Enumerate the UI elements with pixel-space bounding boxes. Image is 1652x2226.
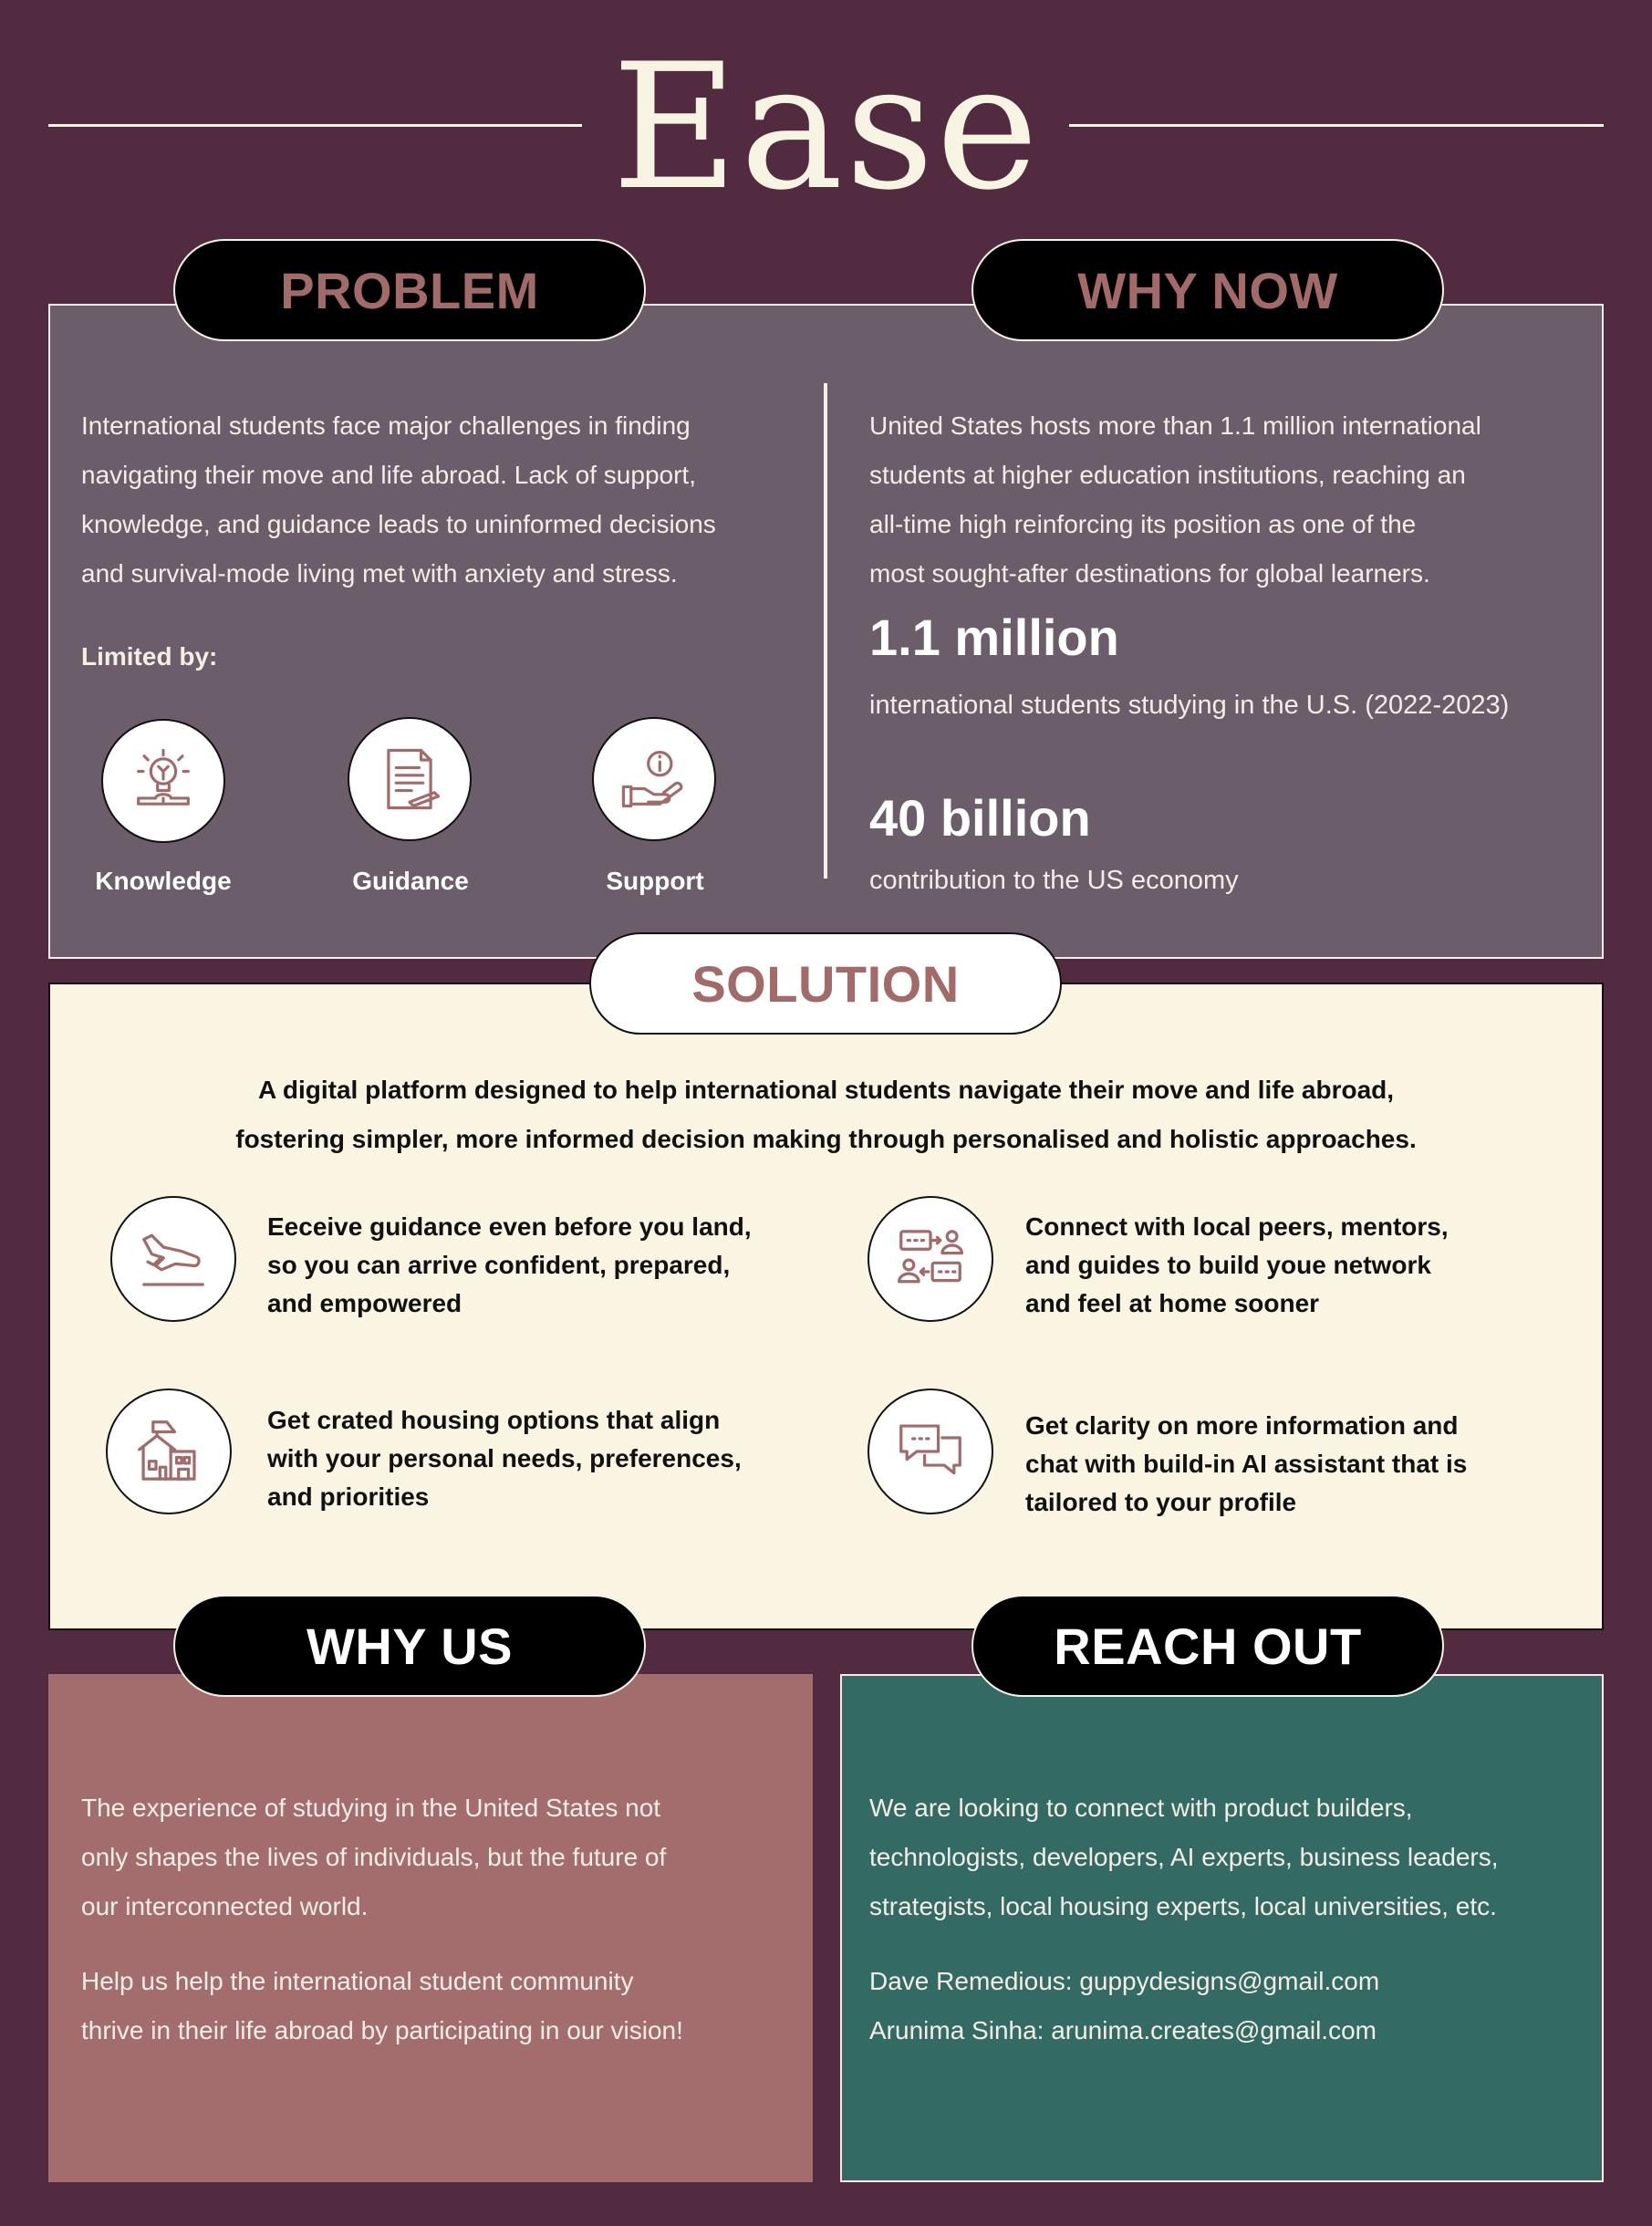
why-us-line: only shapes the lives of individuals, but the future of: [81, 1843, 667, 1871]
solution-intro-line: fostering simpler, more informed decision making through personalised and holistic approaches.: [235, 1125, 1417, 1153]
limit-label-support: Support: [606, 867, 704, 895]
contact-arunima: Arunima Sinha: arunima.creates@gmail.com: [869, 2016, 1377, 2044]
lightbulb-book-icon: [101, 719, 225, 843]
why-us-line: Help us help the international student community: [81, 1967, 634, 1995]
why-now-line: most sought-after destinations for global learners.: [869, 559, 1430, 588]
problem-line: knowledge, and guidance leads to uninformed decisions: [81, 510, 716, 538]
why-now-heading: WHY NOW: [971, 239, 1444, 341]
why-now-line: students at higher education institutions, reaching an: [869, 461, 1466, 489]
why-us-line: thrive in their life abroad by participating in our vision!: [81, 2016, 683, 2044]
limit-label-guidance: Guidance: [352, 867, 469, 895]
stat-caption: international students studying in the U.S. (2022-2023): [869, 691, 1510, 720]
contact-dave: Dave Remedious: guppydesigns@gmail.com: [869, 1967, 1380, 1995]
solution-intro: [48, 1066, 1604, 1164]
stat-value: 1.1 million: [869, 609, 1119, 666]
page-title: Ease: [611, 26, 1041, 228]
housing-icon: [106, 1389, 232, 1514]
stat-value: 40 billion: [869, 789, 1091, 847]
limit-label-knowledge: Knowledge: [95, 867, 232, 895]
why-us-heading: WHY US: [173, 1595, 646, 1697]
why-us-line: The experience of studying in the United States not: [81, 1794, 661, 1822]
feature-text-ai-chat: Get clarity on more information and chat with build-in AI assistant that is tailored to your profile: [1025, 1411, 1468, 1516]
why-now-line: United States hosts more than 1.1 million international: [869, 411, 1481, 440]
reach-out-line: We are looking to connect with product builders,: [869, 1794, 1413, 1822]
problem-line: and survival-mode living met with anxiety and stress.: [81, 559, 678, 588]
feature-text-housing: Get crated housing options that align with your personal needs, preferences, and priorities: [267, 1406, 742, 1511]
reach-out-line: technologists, developers, AI experts, business leaders,: [869, 1843, 1499, 1871]
feature-text-guidance: Eeceive guidance even before you land, so you can arrive confident, prepared, and empowered: [267, 1212, 752, 1317]
limited-by-label: Limited by:: [81, 642, 218, 671]
hand-info-icon: [592, 717, 716, 841]
solution-heading: SOLUTION: [589, 932, 1062, 1035]
problem-line: navigating their move and life abroad. Lack of support,: [81, 461, 696, 489]
problem-line: International students face major challenges in finding: [81, 411, 691, 440]
feature-text-network: Connect with local peers, mentors, and guides to build youe network and feel at home sooner: [1025, 1212, 1449, 1317]
why-now-line: all-time high reinforcing its position as one of the: [869, 510, 1417, 538]
plane-landing-icon: [110, 1196, 236, 1322]
reach-out-heading: REACH OUT: [971, 1595, 1444, 1697]
panel-divider: [824, 383, 827, 879]
people-network-icon: [868, 1196, 993, 1322]
problem-heading: PROBLEM: [173, 239, 646, 341]
chat-bubbles-icon: [868, 1389, 993, 1514]
why-us-line: our interconnected world.: [81, 1892, 369, 1920]
document-pen-icon: [348, 717, 472, 841]
solution-intro-line: A digital platform designed to help international students navigate their move and life abroad,: [257, 1076, 1395, 1104]
stat-caption: contribution to the US economy: [869, 866, 1239, 895]
reach-out-line: strategists, local housing experts, local universities, etc.: [869, 1892, 1497, 1920]
